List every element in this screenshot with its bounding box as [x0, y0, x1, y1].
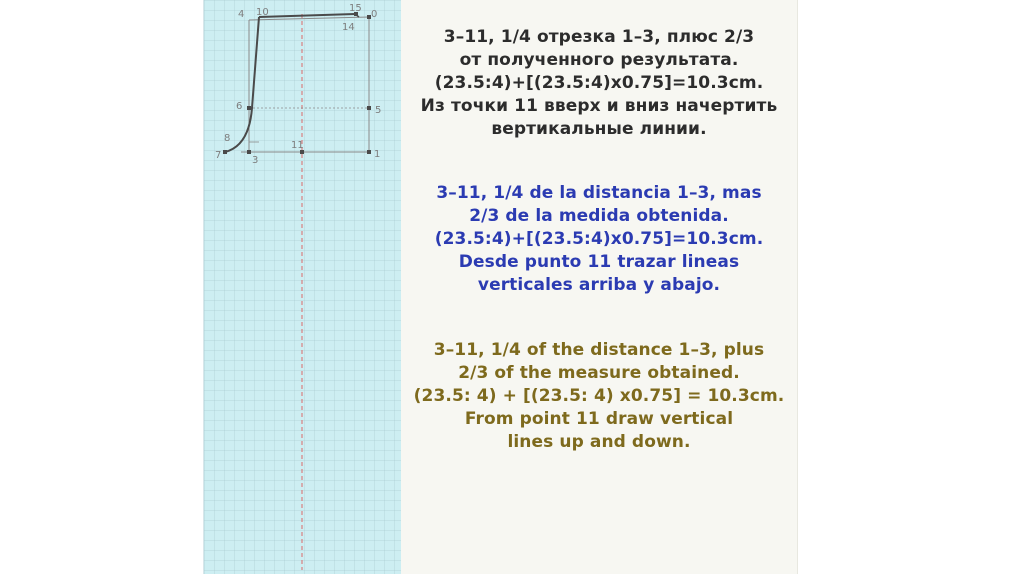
point-7-marker: [223, 150, 227, 154]
instruction-spanish: [401, 182, 797, 297]
instruction-line: 3–11, 1/4 отрезка 1–3, плюс 2/3: [443, 27, 755, 47]
instruction-line: lines up and down.: [507, 432, 691, 452]
point-label-14: 14: [342, 22, 355, 33]
instruction-line: 3–11, 1/4 de la distancia 1–3, mas: [436, 183, 762, 203]
point-label-1: 1: [374, 149, 381, 160]
pattern-diagram: [204, 0, 402, 574]
instruction-line: 3–11, 1/4 of the distance 1–3, plus: [433, 340, 765, 360]
instruction-line: Из точки 11 вверх и вниз начертить: [420, 96, 778, 116]
instruction-english: [401, 339, 797, 454]
point-label-4: 4: [238, 9, 245, 20]
point-label-7: 7: [215, 150, 222, 161]
instruction-line: (23.5:4)+[(23.5:4)x0.75]=10.3cm.: [434, 229, 764, 249]
instruction-line: Desde punto 11 trazar lineas: [458, 252, 740, 272]
point-label-8: 8: [224, 133, 231, 144]
neckline-top-line: [259, 14, 355, 17]
point-5-marker: [367, 106, 371, 110]
center-front-curve: [225, 17, 259, 152]
pattern-drawing-panel: [203, 0, 402, 574]
instructions-panel: [401, 0, 798, 574]
instruction-russian: [401, 26, 797, 141]
point-label-3: 3: [252, 155, 259, 166]
point-label-5: 5: [375, 105, 382, 116]
point-6-marker: [247, 106, 251, 110]
point-3-marker: [247, 150, 251, 154]
point-label-10: 10: [256, 7, 269, 18]
instruction-line: verticales arriba y abajo.: [477, 275, 721, 295]
instruction-line: (23.5: 4) + [(23.5: 4) x0.75] = 10.3cm.: [413, 386, 785, 406]
point-label-0: 0: [371, 9, 378, 20]
instruction-line: 2/3 of the measure obtained.: [458, 363, 740, 383]
point-label-6: 6: [236, 101, 243, 112]
point-1-marker: [367, 150, 371, 154]
point-label-11: 11: [291, 140, 304, 151]
point-label-15: 15: [349, 3, 362, 14]
instruction-line: 2/3 de la medida obtenida.: [469, 206, 729, 226]
instruction-line: (23.5:4)+[(23.5:4)x0.75]=10.3cm.: [434, 73, 764, 93]
instruction-line: от полученного результата.: [459, 50, 739, 70]
instruction-line: From point 11 draw vertical: [464, 409, 734, 429]
instruction-line: вертикальные линии.: [491, 119, 707, 139]
